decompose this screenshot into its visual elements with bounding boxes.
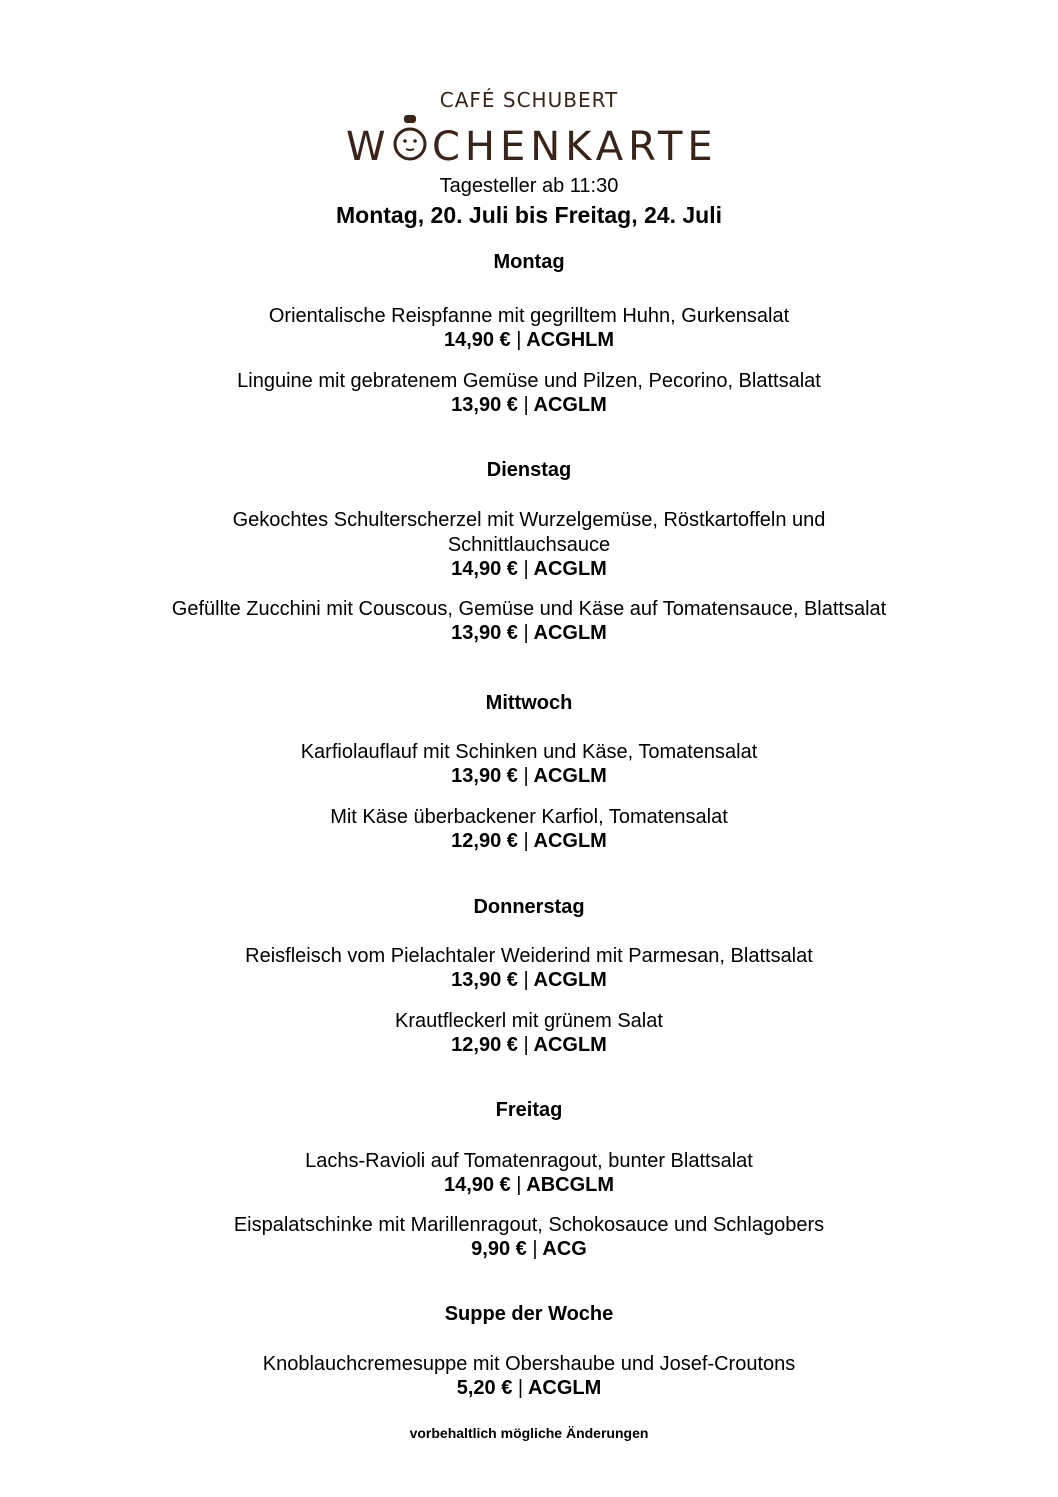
- dish-price-line: [0, 558, 1058, 581]
- dish-allergens: ACGHLM: [526, 329, 615, 351]
- dish-allergens: ACGLM: [533, 830, 607, 852]
- dish-name: Orientalische Reispfanne mit gegrilltem Huhn, Gurkensalat: [268, 305, 790, 327]
- day-heading-dienstag: Dienstag: [486, 459, 572, 481]
- dish-price: 14,90 €: [443, 1174, 511, 1196]
- price-separator: |: [516, 329, 522, 351]
- day-heading-montag: Montag: [493, 251, 565, 273]
- dish-allergens: ACGLM: [527, 1377, 602, 1399]
- dish-name: Krautfleckerl mit grünem Salat: [395, 1010, 663, 1032]
- dish-price-line: [0, 394, 1058, 417]
- dish-price-line: [0, 329, 1058, 352]
- price-separator: |: [523, 830, 529, 852]
- dish-price-line: [0, 1238, 1058, 1261]
- dish-allergens: ACGLM: [533, 1034, 607, 1056]
- wochenkarte-logo: [340, 112, 730, 172]
- price-separator: |: [523, 558, 529, 580]
- dish-name-continued: Schnittlauchsauce: [447, 534, 611, 556]
- dish-price: 14,90 €: [451, 558, 518, 580]
- price-separator: |: [517, 1377, 524, 1399]
- price-separator: |: [516, 1174, 522, 1196]
- logo-letter-w: W: [346, 124, 391, 170]
- dish-name: Mit Käse überbackener Karfiol, Tomatensalat: [330, 806, 728, 828]
- dish-price: 14,90 €: [443, 329, 511, 351]
- dish-name: Eispalatschinke mit Marillenragout, Schokosauce und Schlagobers: [233, 1214, 825, 1236]
- dish-price-line: [0, 1034, 1058, 1057]
- dish-price: 13,90 €: [451, 622, 518, 644]
- price-separator: |: [523, 622, 529, 644]
- price-separator: |: [523, 394, 529, 416]
- dish-allergens: ABCGLM: [526, 1174, 615, 1196]
- chef-face-icon: [395, 115, 425, 159]
- price-separator: |: [523, 765, 529, 787]
- dish-price: 13,90 €: [451, 394, 518, 416]
- day-heading-donnerstag: Donnerstag: [473, 896, 585, 918]
- logo-letters-chenkarte: CHENKARTE: [432, 124, 718, 170]
- day-heading-freitag: Freitag: [495, 1099, 563, 1121]
- dish-allergens: ACGLM: [533, 394, 607, 416]
- dish-price: 12,90 €: [451, 1034, 518, 1056]
- dish-price-line: [0, 1377, 1058, 1400]
- dish-name: Knoblauchcremesuppe mit Obershaube und Josef-Croutons: [262, 1353, 796, 1375]
- dish-allergens: ACGLM: [533, 969, 607, 991]
- dish-allergens: ACGLM: [533, 765, 607, 787]
- dish-allergens: ACGLM: [533, 622, 607, 644]
- dish-price-line: [0, 969, 1058, 992]
- dish-price: 9,90 €: [471, 1238, 527, 1260]
- serving-time: Tagesteller ab 11:30: [439, 175, 619, 197]
- section-heading-soup: Suppe der Woche: [444, 1303, 614, 1325]
- week-dates: Montag, 20. Juli bis Freitag, 24. Juli: [336, 202, 722, 228]
- dish-name: Gefüllte Zucchini mit Couscous, Gemüse und Käse auf Tomatensauce, Blattsalat: [171, 598, 887, 620]
- price-separator: |: [523, 1034, 529, 1056]
- dish-price-line: [0, 1174, 1058, 1197]
- dish-allergens: ACGLM: [533, 558, 607, 580]
- dish-price: 13,90 €: [451, 969, 518, 991]
- price-separator: |: [532, 1238, 538, 1260]
- dish-price-line: [0, 765, 1058, 788]
- disclaimer: vorbehaltlich mögliche Änderungen: [409, 1425, 649, 1441]
- day-heading-mittwoch: Mittwoch: [485, 692, 573, 714]
- dish-price: 5,20 €: [456, 1377, 513, 1399]
- price-separator: |: [523, 969, 529, 991]
- dish-price: 12,90 €: [451, 830, 518, 852]
- dish-price: 13,90 €: [451, 765, 518, 787]
- dish-allergens: ACG: [542, 1238, 587, 1260]
- dish-name: Gekochtes Schulterscherzel mit Wurzelgemüse, Röstkartoffeln und: [232, 509, 826, 531]
- dish-name: Lachs-Ravioli auf Tomatenragout, bunter Blattsalat: [305, 1150, 753, 1172]
- dish-name: Karfiolauflauf mit Schinken und Käse, Tomatensalat: [300, 741, 758, 763]
- dish-price-line: [0, 622, 1058, 645]
- dish-name: Linguine mit gebratenem Gemüse und Pilzen, Pecorino, Blattsalat: [237, 370, 821, 392]
- brand-name: CAFÉ SCHUBERT: [439, 88, 619, 112]
- dish-name: Reisfleisch vom Pielachtaler Weiderind mit Parmesan, Blattsalat: [245, 945, 813, 967]
- dish-price-line: [0, 830, 1058, 853]
